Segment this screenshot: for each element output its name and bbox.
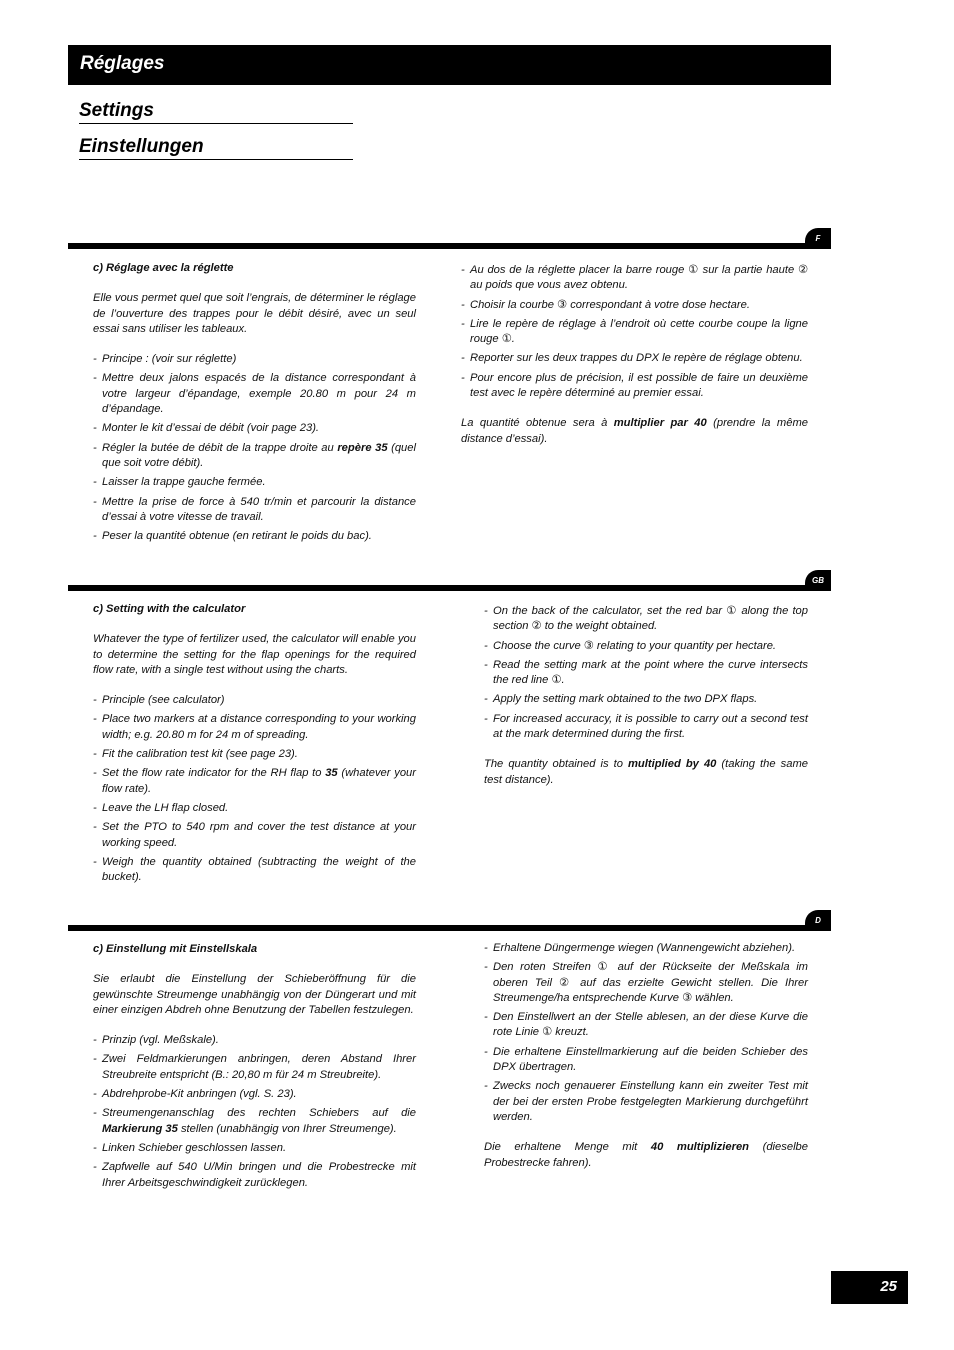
list-item: - Leave the LH flap closed. bbox=[93, 801, 416, 816]
page-title: Réglages bbox=[80, 53, 165, 74]
language-badge-d: D bbox=[805, 910, 831, 931]
list-item: - Die erhaltene Einstellmarkierung auf die beiden Schieber des DPX übertragen. bbox=[484, 1045, 808, 1076]
list-item: - Principe : (voir sur réglette) bbox=[93, 352, 416, 367]
list-item: - Laisser la trappe gauche fermée. bbox=[93, 475, 416, 490]
section-intro: Sie erlaubt die Einstellung der Schieberöffnung für die gewünschte Streumenge unabhängig von der Düngerart und mit einer einzigen Abdreh ohne Benutzung der Tabellen festzulegen. bbox=[93, 973, 416, 1016]
section-intro: Whatever the type of fertilizer used, the calculator will enable you to determine the setting for the flap openings for the required flow rate, with a single test without using the charts. bbox=[93, 633, 416, 676]
list-item: - Streumengenanschlag des rechten Schiebers auf die Markierung 35 stellen (unabhängig von Ihrer Streumenge). bbox=[93, 1106, 416, 1137]
page-number-box bbox=[831, 1271, 908, 1304]
list-item: - Choisir la courbe ③ correspondant à votre dose hectare. bbox=[461, 298, 808, 313]
emphasis-text: multiplier par 40 bbox=[613, 417, 707, 430]
list-item: - Reporter sur les deux trappes du DPX le repère de réglage obtenu. bbox=[461, 351, 808, 366]
list-item: - Principle (see calculator) bbox=[93, 693, 416, 708]
section-heading: c) Réglage avec la réglette bbox=[93, 262, 234, 274]
list-item: - Set the PTO to 540 rpm and cover the test distance at your working speed. bbox=[93, 820, 416, 851]
list-item: - Mettre la prise de force à 540 tr/min et parcourir la distance d’essai à votre vitesse de travail. bbox=[93, 495, 416, 526]
list-item: - Read the setting mark at the point where the curve intersects the red line ①. bbox=[484, 658, 808, 689]
list-item: - Set the flow rate indicator for the RH flap to 35 (whatever your flow rate). bbox=[93, 766, 416, 797]
section-closing: La quantité obtenue sera à multiplier par 40 (prendre la même distance d’essai). bbox=[461, 417, 809, 445]
list-item: - Fit the calibration test kit (see page 23). bbox=[93, 747, 416, 762]
instruction-list bbox=[461, 263, 808, 401]
section-closing: The quantity obtained is to multiplied by 40 (taking the same test distance). bbox=[484, 758, 808, 786]
list-item: - Place two markers at a distance corresponding to your working width; e.g. 20.80 m for 24 m of spreading. bbox=[93, 712, 416, 743]
instruction-list bbox=[93, 352, 416, 544]
section-intro: Elle vous permet quel que soit l’engrais, de déterminer le réglage de l’ouverture des trappes pour le débit désiré, avec un seul essai sans utiliser les tableaux. bbox=[93, 292, 416, 335]
emphasis-text: 35 bbox=[325, 767, 338, 780]
list-item: - Abdrehprobe-Kit anbringen (vgl. S. 23). bbox=[93, 1087, 416, 1102]
list-item: - Den roten Streifen ① auf der Rückseite der Meßskala im oberen Teil ② auf das erzielte Gewicht stellen. Die Ihrer Streumenge/ha entsprechende Kurve ③ wählen. bbox=[484, 960, 808, 1006]
section-heading: c) Einstellung mit Einstellskala bbox=[93, 943, 258, 955]
list-item: - Zwei Feldmarkierungen anbringen, deren Abstand Ihrer Streubreite entspricht (B.: 20,80 m für 24 m Streubreite). bbox=[93, 1052, 416, 1083]
list-item: - Lire le repère de réglage à l’endroit où cette courbe coupe la ligne rouge ①. bbox=[461, 317, 808, 348]
list-item: - Den Einstellwert an der Stelle ablesen, an der diese Kurve die rote Linie ① kreuzt. bbox=[484, 1010, 808, 1041]
list-item: - Peser la quantité obtenue (en retirant le poids du bac). bbox=[93, 529, 416, 544]
section-rule-f bbox=[68, 243, 831, 249]
section-heading: c) Setting with the calculator bbox=[93, 603, 246, 615]
section-closing: Die erhaltene Menge mit 40 multiplizieren (dieselbe Probestrecke fahren). bbox=[484, 1141, 808, 1169]
language-badge-gb: GB bbox=[805, 570, 831, 591]
section-d-left-column bbox=[93, 942, 416, 1206]
emphasis-text: repère 35 bbox=[337, 441, 388, 454]
section-rule-gb bbox=[68, 585, 831, 591]
subtitle-en: Settings bbox=[79, 100, 353, 124]
list-item: - Linken Schieber geschlossen lassen. bbox=[93, 1141, 416, 1156]
emphasis-text: multiplied by 40 bbox=[627, 758, 717, 771]
section-d-right-column bbox=[484, 941, 808, 1186]
list-item: - Prinzip (vgl. Meßskale). bbox=[93, 1033, 416, 1048]
section-gb-left-column bbox=[93, 602, 416, 900]
emphasis-text: Markierung 35 bbox=[102, 1122, 178, 1135]
list-item: - Mettre deux jalons espacés de la distance correspondant à votre largeur d’épandage, exemple 20.80 m pour 24 m d’épandage. bbox=[93, 371, 416, 417]
list-item: - For increased accuracy, it is possible to carry out a second test at the mark determined during the first. bbox=[484, 712, 808, 743]
subtitle-de: Einstellungen bbox=[79, 136, 353, 160]
language-badge-f: F bbox=[805, 228, 831, 249]
emphasis-text: 40 multiplizieren bbox=[650, 1141, 750, 1154]
instruction-list bbox=[484, 941, 808, 1125]
instruction-list bbox=[93, 1033, 416, 1191]
instruction-list bbox=[93, 693, 416, 885]
list-item: - Choose the curve ③ relating to your quantity per hectare. bbox=[484, 639, 808, 654]
list-item: - Zapfwelle auf 540 U/Min bringen und die Probestrecke mit Ihrer Arbeitsgeschwindigkeit zurücklegen. bbox=[93, 1160, 416, 1191]
list-item: - Zwecks noch genauerer Einstellung kann ein zweiter Test mit der bei der ersten Probe festgelegten Markierung durchgeführt werden. bbox=[484, 1079, 808, 1125]
list-item: - Weigh the quantity obtained (subtracting the weight of the bucket). bbox=[93, 855, 416, 886]
list-item: - On the back of the calculator, set the red bar ① along the top section ② to the weight obtained. bbox=[484, 604, 808, 635]
list-item: - Régler la butée de débit de la trappe droite au repère 35 (quel que soit votre débit). bbox=[93, 441, 416, 472]
page-title-bar bbox=[68, 45, 831, 85]
section-f-right-column bbox=[461, 263, 808, 462]
section-rule-d bbox=[68, 925, 831, 931]
list-item: - Pour encore plus de précision, il est possible de faire un deuxième test avec le repère déterminé au premier essai. bbox=[461, 371, 808, 402]
section-f-left-column bbox=[93, 261, 416, 559]
list-item: - Monter le kit d’essai de débit (voir page 23). bbox=[93, 421, 416, 436]
list-item: - Au dos de la réglette placer la barre rouge ① sur la partie haute ② au poids que vous avez obtenu. bbox=[461, 263, 808, 294]
section-gb-right-column bbox=[484, 604, 808, 803]
list-item: - Apply the setting mark obtained to the two DPX flaps. bbox=[484, 692, 808, 707]
list-item: - Erhaltene Düngermenge wiegen (Wannengewicht abziehen). bbox=[484, 941, 808, 956]
page-number: 25 bbox=[880, 1278, 897, 1295]
instruction-list bbox=[484, 604, 808, 742]
